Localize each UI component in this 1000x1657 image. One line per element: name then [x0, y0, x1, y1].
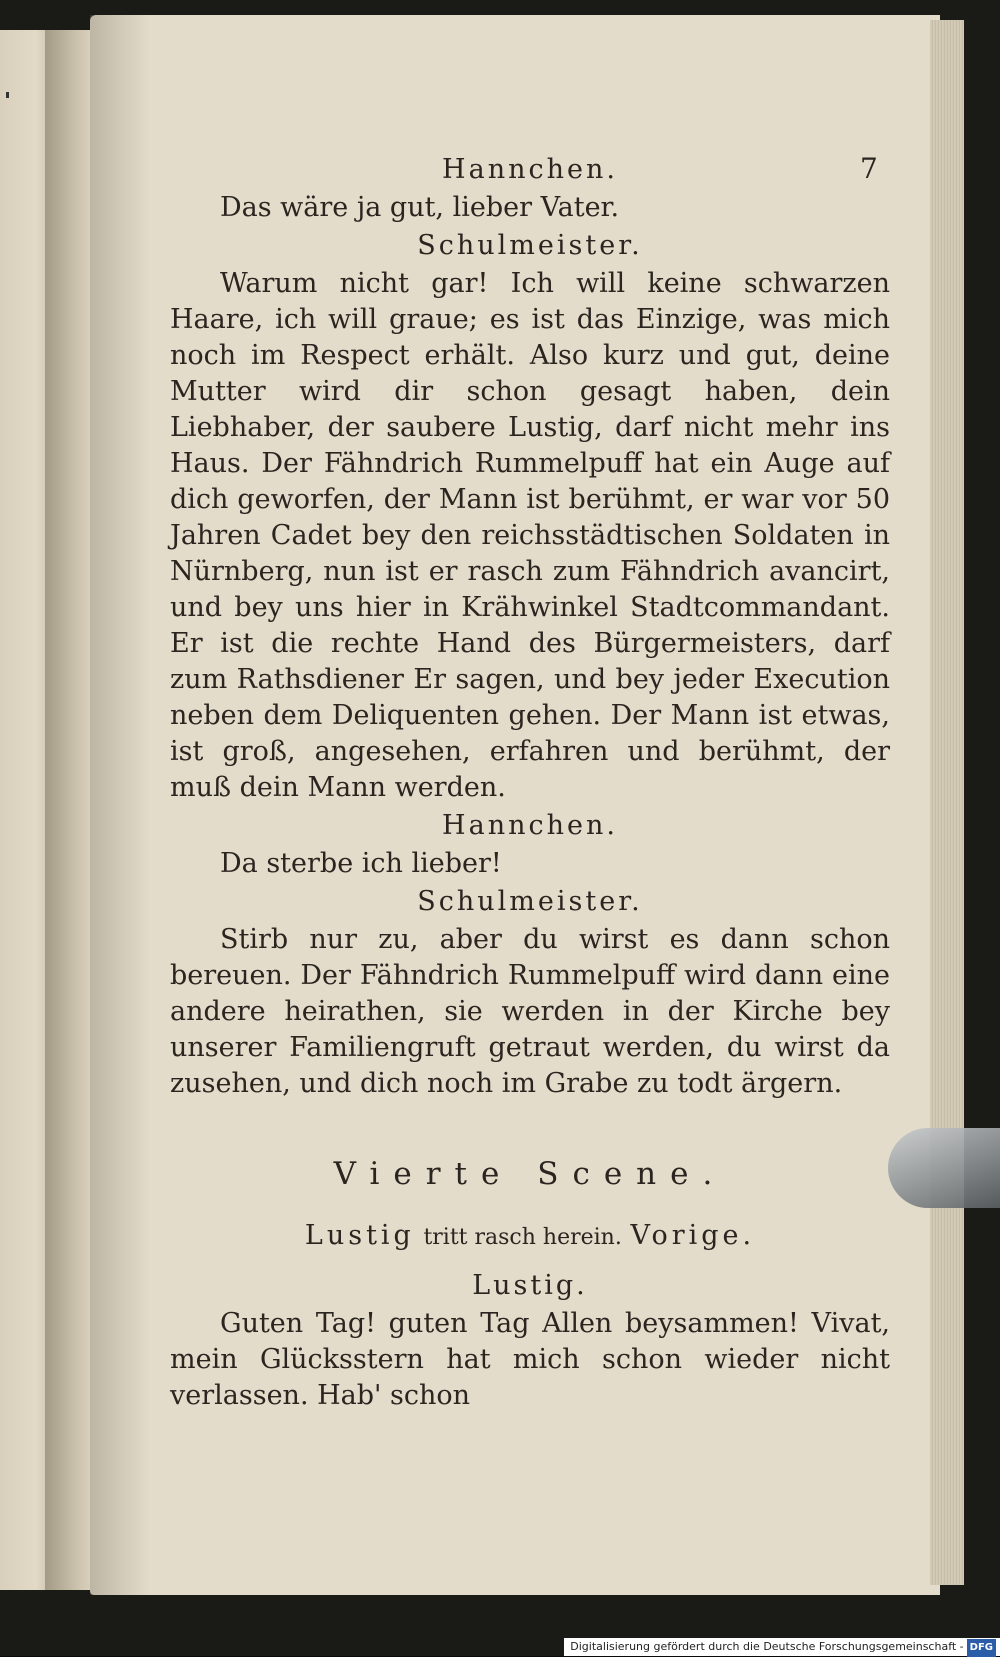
dialogue-paragraph: Warum nicht gar! Ich will keine schwarzen Haare, ich will graue; es ist das Einzige, was mich noch im Respect erhält. Also kurz und gut, deine Mutter wird dir schon gesagt haben, dein Liebhaber, der saubere Lustig, darf nicht mehr ins Haus. Der Fähndrich Rummelpuff hat ein Auge auf dich geworfen, der Mann ist berühmt, er war vor 50 Jahren Cadet bey den reichsstädtischen Soldaten in Nürnberg, nun ist er rasch zum Fähndrich avancirt, und bey uns hier in Krähwinkel Stadtcommandant. Er ist die rechte Hand des Bürgermeisters, darf zum Rathsdiener Er sagen, und bey jeder Execution neben dem Deliquenten gehen. Der Mann ist etwas, ist groß, angesehen, erfahren und berühmt, der muß dein Mann werden. — [170, 268, 890, 803]
dialogue-blocks — [170, 152, 890, 1102]
page-edges — [930, 20, 964, 1585]
footer-text: Digitalisierung gefördert durch die Deutsche Forschungsgemeinschaft - — [570, 1640, 964, 1653]
digitization-footer — [564, 1638, 1000, 1656]
speaker-name: Schulmeister. — [417, 230, 643, 261]
page-holder-clip — [888, 1128, 1000, 1208]
scan-mark — [6, 92, 9, 98]
speaker-name: Hannchen. — [442, 810, 618, 841]
dfg-logo: DFG — [967, 1639, 996, 1657]
dialogue-paragraph: Guten Tag! guten Tag Allen beysammen! Vivat, mein Glücksstern hat mich schon wieder nicht verlassen. Hab' schon — [170, 1308, 890, 1411]
speaker-name: Schulmeister. — [417, 886, 643, 917]
stage-direction — [170, 1218, 890, 1256]
spine-shadow — [90, 15, 150, 1595]
dialogue-paragraph: Das wäre ja gut, lieber Vater. — [220, 192, 620, 223]
stage-character: Lustig — [304, 1220, 415, 1251]
speaker-name: Lustig. — [472, 1270, 588, 1301]
book-gutter — [45, 30, 95, 1590]
page-text — [170, 150, 890, 1414]
stage-others: Vorige. — [630, 1220, 756, 1251]
speaker-name: Hannchen. — [442, 154, 618, 185]
dialogue-paragraph: Stirb nur zu, aber du wirst es dann schon bereuen. Der Fähndrich Rummelpuff wird dann eine andere heirathen, sie werden in der Kirche bey unserer Familiengruft getraut werden, du wirst da zusehen, und dich noch im Grabe zu todt ärgern. — [170, 924, 890, 1099]
dialogue-paragraph: Da sterbe ich lieber! — [220, 848, 502, 879]
page-number: 7 — [860, 152, 878, 185]
stage-action: tritt rasch herein. — [423, 1225, 622, 1250]
scene-heading: Vierte Scene. — [333, 1156, 727, 1192]
